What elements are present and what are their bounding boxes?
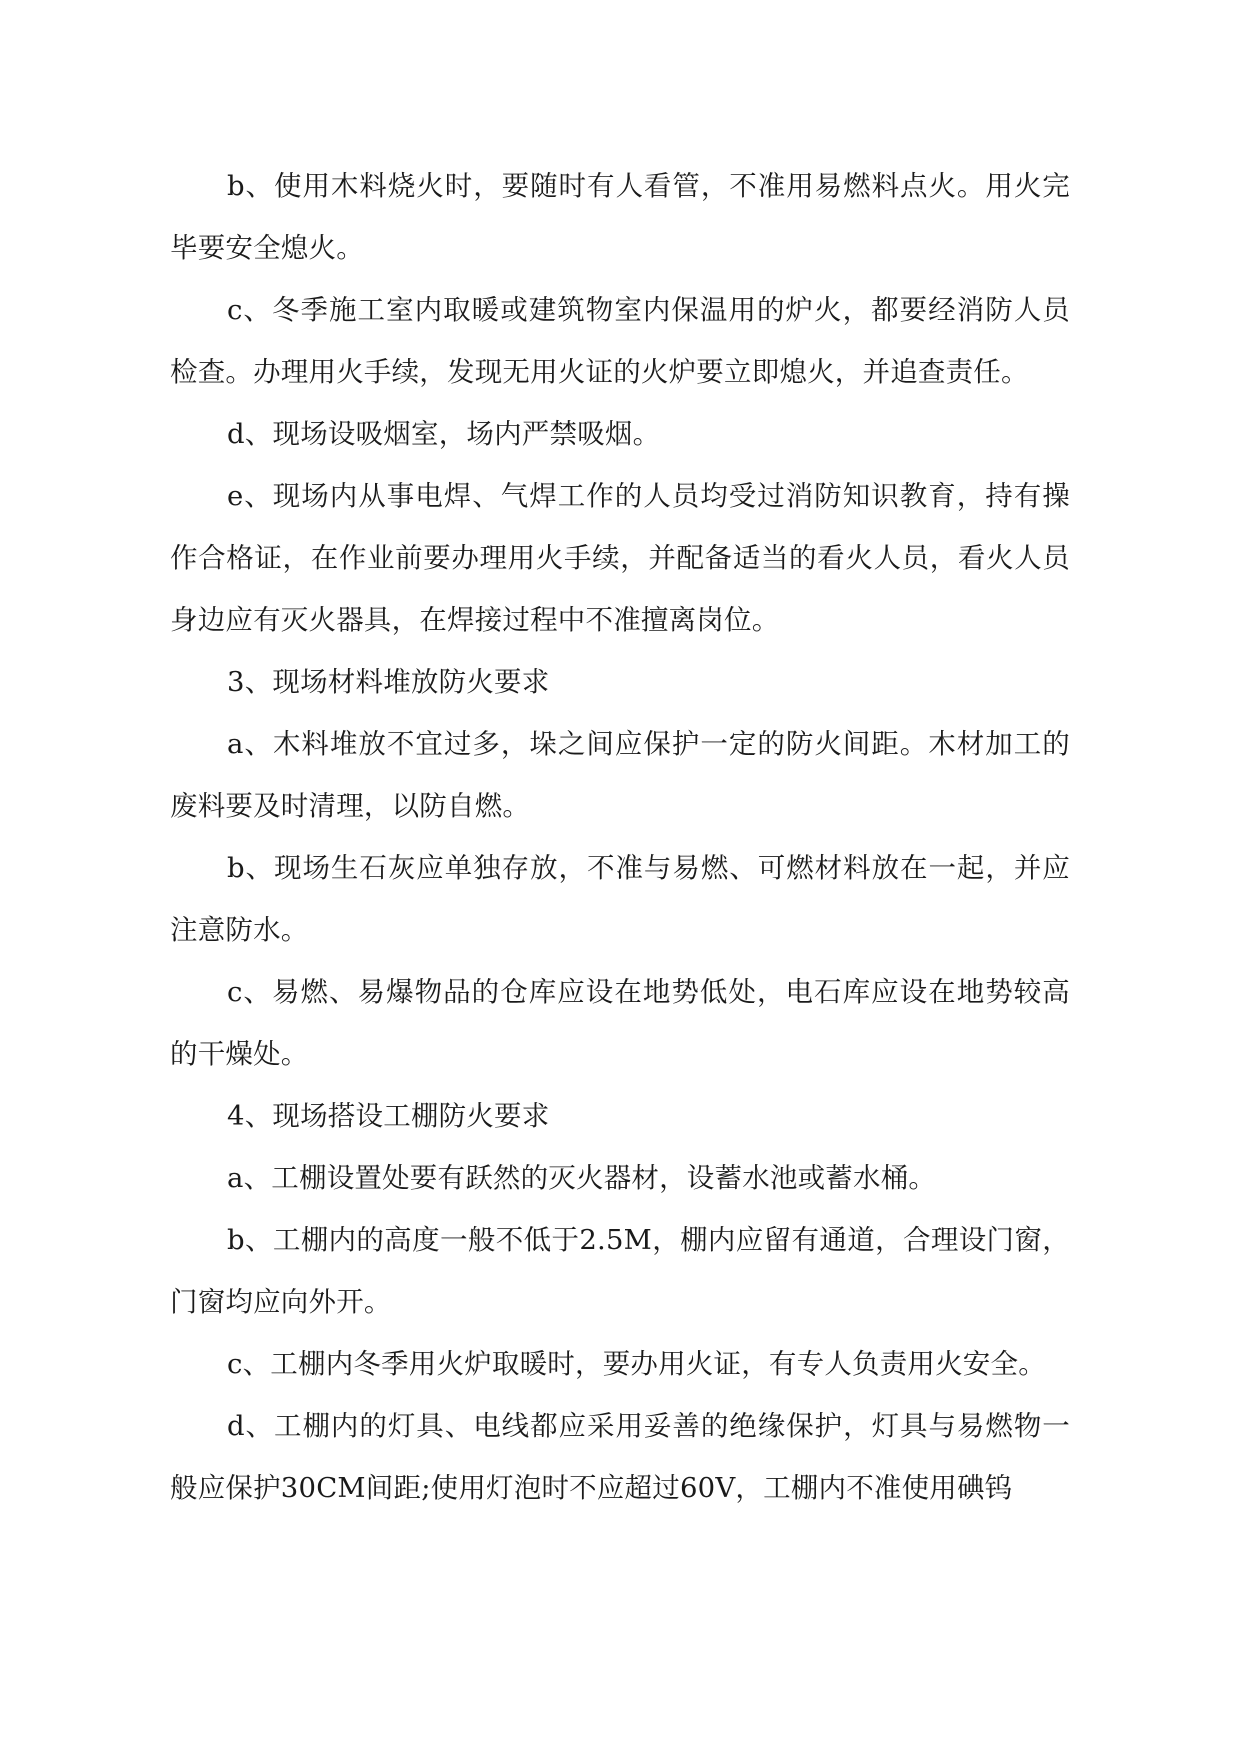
paragraph-a-shed-extinguishers: a、工棚设置处要有跃然的灭火器材，设蓄水池或蓄水桶。 xyxy=(227,1162,937,1194)
paragraph-d-shed-lighting: d、工棚内的灯具、电线都应采用妥善的绝缘保护，灯具与易燃物一般应保护30CM间距;使用灯泡时不应超过60V，工棚内不准使用碘钨 xyxy=(170,1410,1070,1504)
paragraph-b-shed-height: b、工棚内的高度一般不低于2.5M，棚内应留有通道，合理设门窗，门窗均应向外开。 xyxy=(170,1224,1070,1318)
paragraph-d-smoking-room: d、现场设吸烟室，场内严禁吸烟。 xyxy=(227,418,661,450)
paragraph-c-shed-heating: c、工棚内冬季用火炉取暖时，要办用火证，有专人负责用火安全。 xyxy=(227,1348,1046,1380)
page-body xyxy=(170,155,1070,1519)
paragraph-b-quicklime-storage: b、现场生石灰应单独存放，不准与易燃、可燃材料放在一起，并应注意防水。 xyxy=(170,852,1070,946)
paragraph-c-winter-heating: c、冬季施工室内取暖或建筑物室内保温用的炉火，都要经消防人员检查。办理用火手续，发现无用火证的火炉要立即熄火，并追查责任。 xyxy=(170,294,1070,388)
section-heading-work-shed: 4、现场搭设工棚防火要求 xyxy=(227,1100,550,1132)
paragraph-c-explosives-warehouse: c、易燃、易爆物品的仓库应设在地势低处，电石库应设在地势较高的干燥处。 xyxy=(170,976,1070,1070)
paragraph-a-timber-stacking: a、木料堆放不宜过多，垛之间应保护一定的防火间距。木材加工的废料要及时清理，以防自燃。 xyxy=(170,728,1070,822)
paragraph-e-welding-personnel: e、现场内从事电焊、气焊工作的人员均受过消防知识教育，持有操作合格证，在作业前要办理用火手续，并配备适当的看火人员，看火人员身边应有灭火器具，在焊接过程中不准擅离岗位。 xyxy=(170,480,1070,636)
section-heading-material-storage: 3、现场材料堆放防火要求 xyxy=(227,666,550,698)
paragraph-b-wood-fire: b、使用木料烧火时，要随时有人看管，不准用易燃料点火。用火完毕要安全熄火。 xyxy=(170,170,1070,264)
